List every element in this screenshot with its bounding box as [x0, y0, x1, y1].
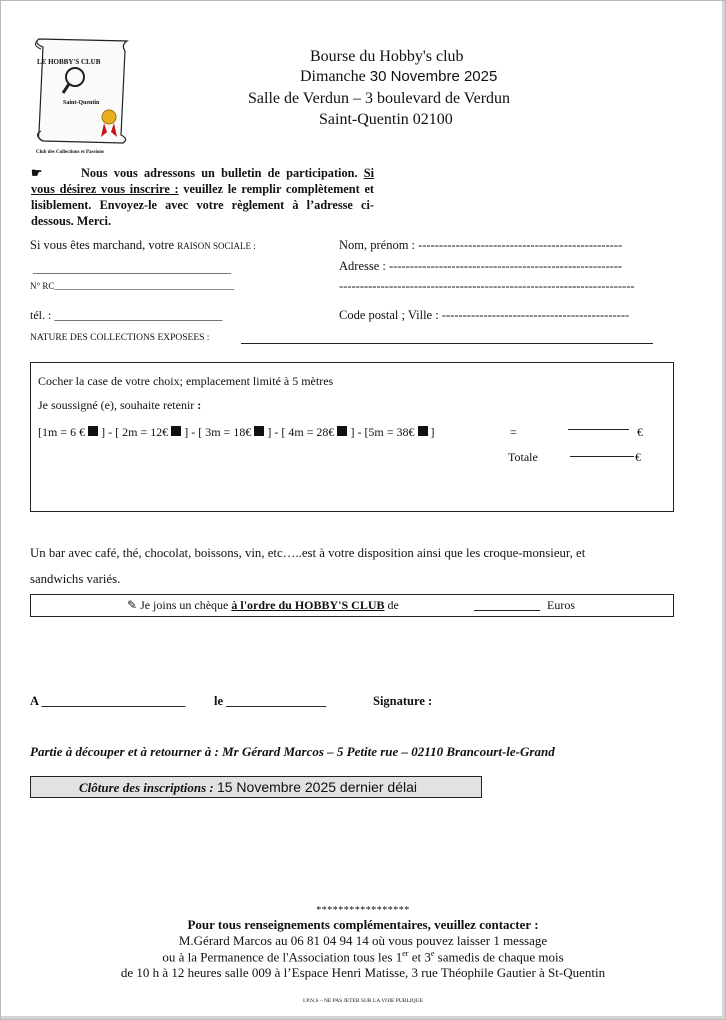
equals-sign: =	[510, 425, 517, 439]
choice-instruction: Cocher la case de votre choix; emplacement limité à 5 mètres	[38, 374, 334, 388]
checkbox-2m[interactable]	[171, 426, 181, 436]
rc-field[interactable]: N° RC________________________________________	[30, 281, 235, 291]
address-field[interactable]: Adresse : --------------------------------------------------------	[339, 259, 623, 273]
scroll-logo-icon	[29, 35, 139, 160]
address-field-2[interactable]: -----------------------------------------------------------------------	[339, 279, 635, 293]
footer-heading: Pour tous renseignements complémentaires, veuillez contacter :	[187, 917, 539, 932]
euro-sign: €	[637, 425, 643, 439]
postal-city-field[interactable]: Code postal ; Ville : ---------------------------------------------	[339, 308, 630, 322]
footer-notice: I.P.N.S – NE PAS JETER SUR LA VOIE PUBLIQUE	[303, 998, 423, 1004]
option-4m[interactable]: [ 4m = 28€ ]	[281, 425, 355, 439]
cheque-text: ✎ Je joins un chèque à l'ordre du HOBBY'S CLUB de	[127, 598, 399, 612]
closing-text: Clôture des inscriptions : 15 Novembre 2025 dernier délai	[79, 779, 417, 795]
place-field[interactable]: A _______________________	[30, 694, 186, 708]
bar-text-line2: sandwichs variés.	[30, 572, 121, 586]
checkbox-4m[interactable]	[337, 426, 347, 436]
cheque-currency: Euros	[547, 598, 575, 612]
total-field[interactable]	[570, 456, 634, 457]
event-title: Bourse du Hobby's club	[310, 48, 464, 65]
logo-title: LE HOBBY'S CLUB	[37, 58, 101, 66]
name-field[interactable]: Nom, prénom : -------------------------------------------------	[339, 238, 623, 252]
cheque-amount-field[interactable]	[474, 610, 540, 611]
raison-sociale-field[interactable]: _________________________________	[33, 261, 231, 275]
pencil-icon: ✎	[127, 598, 138, 612]
amount-field[interactable]	[568, 429, 629, 430]
intro-paragraph: ☛ Nous vous adressons un bulletin de participation. Si vous désirez vous inscrire : veuillez le remplir complètement et lisiblement. Envoyez-le avec votre règlement à l’adresse ci-dessous. Merci.	[31, 165, 374, 229]
collections-label: NATURE DES COLLECTIONS EXPOSEES :	[30, 333, 210, 343]
choice-options: [1m = 6 € ] - [ 2m = 12€ ] - [ 3m = 18€ ] - [ 4m = 28€ ] - [5m = 38€ ]	[38, 425, 435, 439]
option-5m[interactable]: [5m = 38€ ]	[364, 425, 435, 439]
checkbox-3m[interactable]	[254, 426, 264, 436]
footer-separator: *****************	[316, 905, 410, 916]
signature-label: Signature :	[373, 694, 433, 708]
footer-contact-line1: M.Gérard Marcos au 06 81 04 94 14 où vous pouvez laisser 1 message	[178, 933, 548, 948]
club-logo	[29, 35, 139, 160]
option-1m[interactable]: [1m = 6 € ]	[38, 425, 106, 439]
event-venue: Salle de Verdun – 3 boulevard de Verdun	[248, 90, 511, 107]
logo-subtitle: Club des Collections et Passions	[36, 150, 105, 155]
checkbox-1m[interactable]	[88, 426, 98, 436]
event-date: Dimanche 30 Novembre 2025	[300, 68, 498, 85]
date-field[interactable]: le ________________	[214, 694, 327, 708]
choice-statement: Je soussigné (e), souhaite retenir :	[38, 398, 202, 412]
total-label: Totale	[508, 450, 538, 464]
option-3m[interactable]: [ 3m = 18€ ]	[198, 425, 272, 439]
phone-field[interactable]: tél. : ____________________________	[30, 308, 223, 322]
return-address: Partie à découper et à retourner à : Mr Gérard Marcos – 5 Petite rue – 02110 Brancourt-le-Grand	[30, 744, 555, 759]
footer-contact-line3: de 10 h à 12 heures salle 009 à l’Espace Henri Matisse, 3 rue Théophile Gautier à St-Quentin	[120, 965, 606, 980]
logo-city: Saint-Quentin	[63, 100, 100, 106]
collections-field[interactable]	[241, 343, 653, 344]
option-2m[interactable]: [ 2m = 12€ ]	[115, 425, 189, 439]
total-euro-sign: €	[635, 450, 641, 464]
checkbox-5m[interactable]	[418, 426, 428, 436]
event-city: Saint-Quentin 02100	[319, 111, 453, 128]
hand-pointer-icon: ☛	[31, 166, 43, 180]
footer-contact-line2: ou à la Permanence de l'Association tous les 1er et 3e samedis de chaque mois	[162, 949, 564, 965]
bar-text-line1: Un bar avec café, thé, chocolat, boissons, vin, etc…..est à votre disposition ainsi que les croque-monsieur, et	[30, 546, 586, 560]
merchant-label: Si vous êtes marchand, votre RAISON SOCIALE :	[30, 238, 256, 252]
